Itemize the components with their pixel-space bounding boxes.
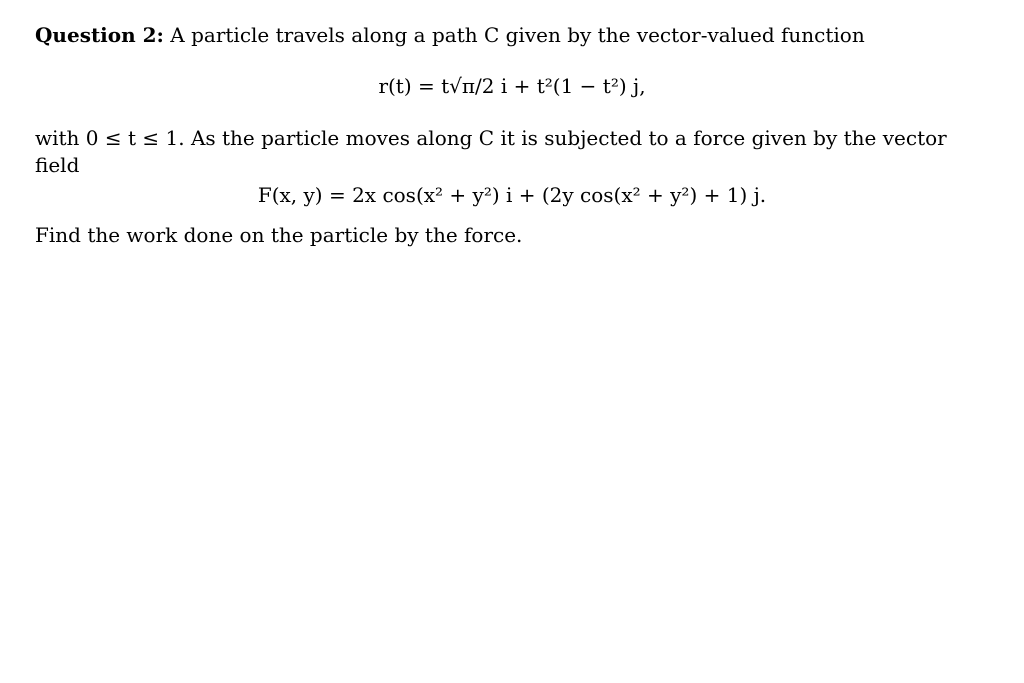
force-field-equation: F(x, y) = 2x cos(x² + y²) i + (2y cos(x² + y²) + 1) j. (257, 183, 767, 207)
question-intro: A particle travels along a path C given by the vector-valued function (170, 23, 865, 47)
position-function-equation: r(t) = t√π/2 i + t²(1 − t²) j, (378, 74, 646, 98)
condition-paragraph (35, 125, 985, 179)
question-heading (35, 22, 985, 49)
task-prompt: Find the work done on the particle by the force. (35, 223, 523, 247)
condition-line-1: with 0 ≤ t ≤ 1. As the particle moves along C it is subjected to a force given by the vector (35, 126, 947, 150)
question-label: Question 2: (35, 23, 164, 47)
condition-line-2: field (35, 153, 80, 177)
